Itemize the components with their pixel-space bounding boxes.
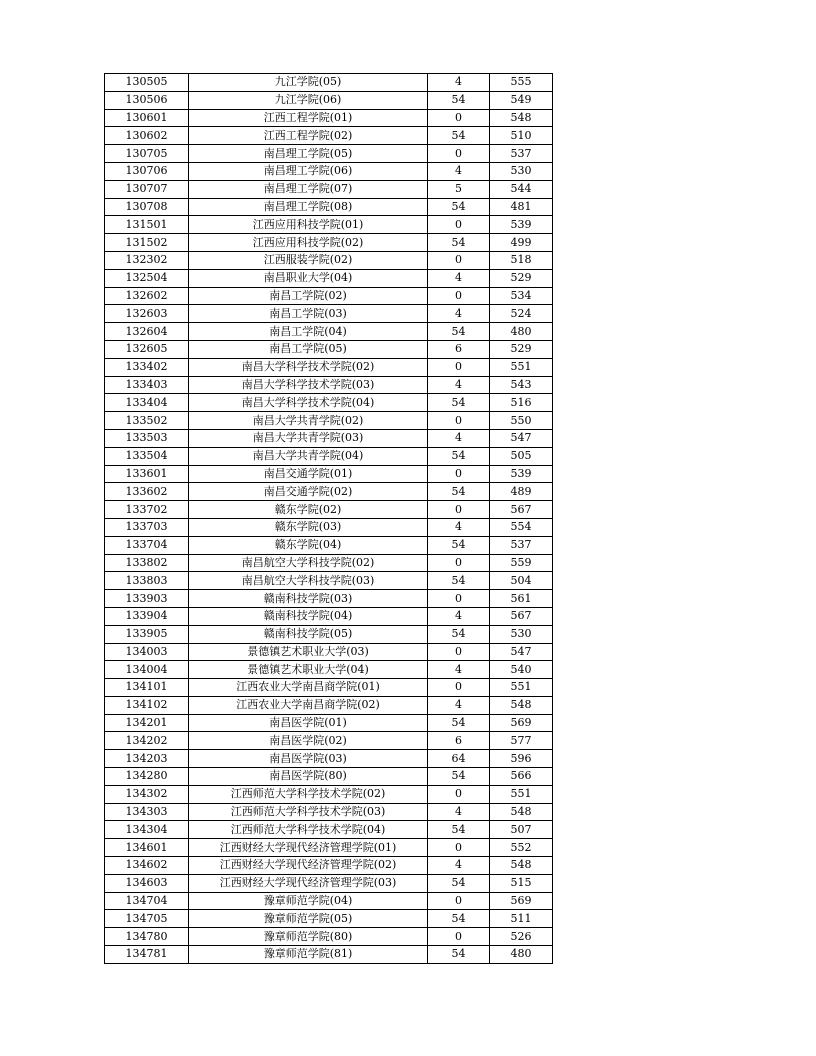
table-row	[105, 928, 553, 946]
institution-name-cell: 南昌理工学院(06)	[189, 162, 428, 180]
institution-name-cell: 南昌交通学院(01)	[189, 465, 428, 483]
plan-count-cell: 54	[428, 714, 490, 732]
table-row	[105, 679, 553, 697]
table-row	[105, 447, 553, 465]
min-score-cell: 551	[490, 785, 553, 803]
min-score-cell: 569	[490, 892, 553, 910]
institution-code-cell: 130602	[105, 127, 189, 145]
table-row	[105, 696, 553, 714]
institution-code-cell: 134280	[105, 768, 189, 786]
table-row	[105, 376, 553, 394]
plan-count-cell: 54	[428, 821, 490, 839]
plan-count-cell: 0	[428, 679, 490, 697]
min-score-cell: 548	[490, 696, 553, 714]
institution-name-cell: 南昌工学院(02)	[189, 287, 428, 305]
institution-code-cell: 134004	[105, 661, 189, 679]
institution-name-cell: 赣东学院(04)	[189, 536, 428, 554]
table-row	[105, 358, 553, 376]
min-score-cell: 544	[490, 180, 553, 198]
plan-count-cell: 0	[428, 251, 490, 269]
institution-name-cell: 南昌理工学院(08)	[189, 198, 428, 216]
plan-count-cell: 0	[428, 643, 490, 661]
plan-count-cell: 54	[428, 910, 490, 928]
institution-code-cell: 134304	[105, 821, 189, 839]
min-score-cell: 529	[490, 340, 553, 358]
institution-code-cell: 134102	[105, 696, 189, 714]
table-row	[105, 340, 553, 358]
institution-code-cell: 133802	[105, 554, 189, 572]
institution-code-cell: 134704	[105, 892, 189, 910]
institution-code-cell: 133503	[105, 429, 189, 447]
institution-name-cell: 江西工程学院(02)	[189, 127, 428, 145]
plan-count-cell: 0	[428, 109, 490, 127]
table-row	[105, 127, 553, 145]
table-row	[105, 162, 553, 180]
table-row	[105, 750, 553, 768]
institution-name-cell: 江西财经大学现代经济管理学院(03)	[189, 874, 428, 892]
institution-name-cell: 江西应用科技学院(01)	[189, 216, 428, 234]
plan-count-cell: 54	[428, 625, 490, 643]
table-row	[105, 394, 553, 412]
institution-name-cell: 江西农业大学南昌商学院(01)	[189, 679, 428, 697]
table-row	[105, 590, 553, 608]
institution-name-cell: 南昌航空大学科技学院(03)	[189, 572, 428, 590]
min-score-cell: 510	[490, 127, 553, 145]
min-score-cell: 537	[490, 536, 553, 554]
min-score-cell: 499	[490, 234, 553, 252]
institution-code-cell: 133404	[105, 394, 189, 412]
min-score-cell: 549	[490, 91, 553, 109]
min-score-cell: 577	[490, 732, 553, 750]
min-score-cell: 524	[490, 305, 553, 323]
institution-code-cell: 132603	[105, 305, 189, 323]
table-row	[105, 305, 553, 323]
plan-count-cell: 64	[428, 750, 490, 768]
plan-count-cell: 0	[428, 892, 490, 910]
table-row	[105, 251, 553, 269]
institution-code-cell: 133703	[105, 518, 189, 536]
plan-count-cell: 0	[428, 216, 490, 234]
min-score-cell: 554	[490, 518, 553, 536]
plan-count-cell: 0	[428, 358, 490, 376]
plan-count-cell: 0	[428, 501, 490, 519]
plan-count-cell: 4	[428, 74, 490, 92]
institution-name-cell: 江西师范大学科学技术学院(02)	[189, 785, 428, 803]
table-row	[105, 892, 553, 910]
institution-code-cell: 130506	[105, 91, 189, 109]
institution-code-cell: 134781	[105, 946, 189, 964]
plan-count-cell: 4	[428, 803, 490, 821]
min-score-cell: 561	[490, 590, 553, 608]
plan-count-cell: 4	[428, 518, 490, 536]
min-score-cell: 489	[490, 483, 553, 501]
institution-code-cell: 134203	[105, 750, 189, 768]
min-score-cell: 530	[490, 162, 553, 180]
plan-count-cell: 54	[428, 483, 490, 501]
institution-code-cell: 131501	[105, 216, 189, 234]
table-row	[105, 74, 553, 92]
institution-name-cell: 南昌交通学院(02)	[189, 483, 428, 501]
institution-code-cell: 133702	[105, 501, 189, 519]
table-row	[105, 625, 553, 643]
table-row	[105, 607, 553, 625]
institution-name-cell: 豫章师范学院(80)	[189, 928, 428, 946]
plan-count-cell: 4	[428, 696, 490, 714]
institution-name-cell: 赣南科技学院(03)	[189, 590, 428, 608]
institution-name-cell: 南昌工学院(03)	[189, 305, 428, 323]
institution-name-cell: 赣东学院(02)	[189, 501, 428, 519]
table-row	[105, 714, 553, 732]
min-score-cell: 515	[490, 874, 553, 892]
plan-count-cell: 0	[428, 554, 490, 572]
institution-code-cell: 134003	[105, 643, 189, 661]
min-score-cell: 547	[490, 643, 553, 661]
min-score-cell: 559	[490, 554, 553, 572]
institution-code-cell: 134780	[105, 928, 189, 946]
institution-name-cell: 江西财经大学现代经济管理学院(01)	[189, 839, 428, 857]
admission-score-table	[104, 73, 553, 964]
institution-name-cell: 景德镇艺术职业大学(03)	[189, 643, 428, 661]
table-row	[105, 234, 553, 252]
min-score-cell: 507	[490, 821, 553, 839]
plan-count-cell: 54	[428, 447, 490, 465]
table-row	[105, 910, 553, 928]
institution-code-cell: 133704	[105, 536, 189, 554]
table-row	[105, 946, 553, 964]
institution-name-cell: 南昌大学共青学院(03)	[189, 429, 428, 447]
min-score-cell: 534	[490, 287, 553, 305]
plan-count-cell: 54	[428, 198, 490, 216]
table-row	[105, 429, 553, 447]
table-row	[105, 465, 553, 483]
institution-code-cell: 133402	[105, 358, 189, 376]
institution-name-cell: 南昌工学院(04)	[189, 323, 428, 341]
min-score-cell: 516	[490, 394, 553, 412]
institution-code-cell: 134705	[105, 910, 189, 928]
institution-name-cell: 九江学院(06)	[189, 91, 428, 109]
table-row	[105, 269, 553, 287]
institution-name-cell: 南昌职业大学(04)	[189, 269, 428, 287]
institution-name-cell: 南昌医学院(02)	[189, 732, 428, 750]
table-row	[105, 768, 553, 786]
institution-code-cell: 132604	[105, 323, 189, 341]
institution-name-cell: 南昌大学科学技术学院(03)	[189, 376, 428, 394]
plan-count-cell: 4	[428, 857, 490, 875]
min-score-cell: 504	[490, 572, 553, 590]
table-row	[105, 821, 553, 839]
institution-code-cell: 133803	[105, 572, 189, 590]
table-row	[105, 536, 553, 554]
plan-count-cell: 5	[428, 180, 490, 198]
institution-code-cell: 133403	[105, 376, 189, 394]
plan-count-cell: 54	[428, 91, 490, 109]
institution-code-cell: 132602	[105, 287, 189, 305]
institution-name-cell: 江西农业大学南昌商学院(02)	[189, 696, 428, 714]
plan-count-cell: 6	[428, 340, 490, 358]
institution-name-cell: 南昌大学共青学院(02)	[189, 412, 428, 430]
institution-code-cell: 132302	[105, 251, 189, 269]
table-row	[105, 145, 553, 163]
table-row	[105, 803, 553, 821]
table-row	[105, 323, 553, 341]
institution-name-cell: 南昌大学共青学院(04)	[189, 447, 428, 465]
plan-count-cell: 0	[428, 785, 490, 803]
institution-code-cell: 133904	[105, 607, 189, 625]
plan-count-cell: 0	[428, 465, 490, 483]
min-score-cell: 539	[490, 216, 553, 234]
institution-code-cell: 133601	[105, 465, 189, 483]
min-score-cell: 505	[490, 447, 553, 465]
plan-count-cell: 0	[428, 145, 490, 163]
table-row	[105, 874, 553, 892]
plan-count-cell: 54	[428, 874, 490, 892]
min-score-cell: 548	[490, 803, 553, 821]
plan-count-cell: 0	[428, 287, 490, 305]
plan-count-cell: 0	[428, 928, 490, 946]
plan-count-cell: 4	[428, 429, 490, 447]
plan-count-cell: 4	[428, 661, 490, 679]
table-row	[105, 412, 553, 430]
institution-name-cell: 景德镇艺术职业大学(04)	[189, 661, 428, 679]
plan-count-cell: 54	[428, 536, 490, 554]
institution-name-cell: 南昌医学院(80)	[189, 768, 428, 786]
plan-count-cell: 54	[428, 323, 490, 341]
table-row	[105, 287, 553, 305]
table-row	[105, 572, 553, 590]
min-score-cell: 551	[490, 358, 553, 376]
min-score-cell: 552	[490, 839, 553, 857]
plan-count-cell: 4	[428, 269, 490, 287]
institution-code-cell: 130705	[105, 145, 189, 163]
institution-name-cell: 南昌医学院(01)	[189, 714, 428, 732]
min-score-cell: 480	[490, 323, 553, 341]
institution-code-cell: 133502	[105, 412, 189, 430]
institution-code-cell: 134303	[105, 803, 189, 821]
institution-name-cell: 豫章师范学院(04)	[189, 892, 428, 910]
plan-count-cell: 54	[428, 946, 490, 964]
institution-name-cell: 江西财经大学现代经济管理学院(02)	[189, 857, 428, 875]
min-score-cell: 518	[490, 251, 553, 269]
institution-name-cell: 南昌大学科学技术学院(04)	[189, 394, 428, 412]
min-score-cell: 555	[490, 74, 553, 92]
institution-code-cell: 134201	[105, 714, 189, 732]
institution-code-cell: 133602	[105, 483, 189, 501]
plan-count-cell: 54	[428, 572, 490, 590]
table-row	[105, 518, 553, 536]
institution-code-cell: 134602	[105, 857, 189, 875]
institution-code-cell: 133903	[105, 590, 189, 608]
min-score-cell: 567	[490, 501, 553, 519]
plan-count-cell: 54	[428, 234, 490, 252]
institution-name-cell: 九江学院(05)	[189, 74, 428, 92]
table-row	[105, 198, 553, 216]
plan-count-cell: 6	[428, 732, 490, 750]
institution-code-cell: 131502	[105, 234, 189, 252]
institution-name-cell: 南昌航空大学科技学院(02)	[189, 554, 428, 572]
min-score-cell: 511	[490, 910, 553, 928]
min-score-cell: 569	[490, 714, 553, 732]
institution-code-cell: 134101	[105, 679, 189, 697]
institution-code-cell: 134302	[105, 785, 189, 803]
min-score-cell: 550	[490, 412, 553, 430]
institution-code-cell: 132605	[105, 340, 189, 358]
table-row	[105, 180, 553, 198]
table-row	[105, 732, 553, 750]
plan-count-cell: 54	[428, 768, 490, 786]
min-score-cell: 543	[490, 376, 553, 394]
table-row	[105, 91, 553, 109]
min-score-cell: 566	[490, 768, 553, 786]
table-row	[105, 643, 553, 661]
institution-code-cell: 130505	[105, 74, 189, 92]
min-score-cell: 529	[490, 269, 553, 287]
institution-code-cell: 134601	[105, 839, 189, 857]
plan-count-cell: 4	[428, 376, 490, 394]
min-score-cell: 526	[490, 928, 553, 946]
min-score-cell: 537	[490, 145, 553, 163]
plan-count-cell: 0	[428, 412, 490, 430]
plan-count-cell: 54	[428, 127, 490, 145]
institution-name-cell: 江西工程学院(01)	[189, 109, 428, 127]
table-row	[105, 554, 553, 572]
institution-code-cell: 130708	[105, 198, 189, 216]
table-row	[105, 857, 553, 875]
min-score-cell: 539	[490, 465, 553, 483]
institution-name-cell: 赣南科技学院(04)	[189, 607, 428, 625]
min-score-cell: 547	[490, 429, 553, 447]
min-score-cell: 548	[490, 857, 553, 875]
institution-code-cell: 133905	[105, 625, 189, 643]
institution-code-cell: 134603	[105, 874, 189, 892]
plan-count-cell: 4	[428, 305, 490, 323]
institution-code-cell: 130601	[105, 109, 189, 127]
table-row	[105, 483, 553, 501]
min-score-cell: 548	[490, 109, 553, 127]
table-body	[105, 74, 553, 964]
min-score-cell: 567	[490, 607, 553, 625]
institution-code-cell: 133504	[105, 447, 189, 465]
institution-name-cell: 南昌医学院(03)	[189, 750, 428, 768]
table-row	[105, 785, 553, 803]
table-row	[105, 109, 553, 127]
institution-name-cell: 南昌工学院(05)	[189, 340, 428, 358]
institution-name-cell: 南昌大学科学技术学院(02)	[189, 358, 428, 376]
institution-name-cell: 赣东学院(03)	[189, 518, 428, 536]
institution-name-cell: 南昌理工学院(05)	[189, 145, 428, 163]
table-row	[105, 661, 553, 679]
min-score-cell: 530	[490, 625, 553, 643]
plan-count-cell: 4	[428, 162, 490, 180]
min-score-cell: 480	[490, 946, 553, 964]
table-row	[105, 216, 553, 234]
institution-name-cell: 江西师范大学科学技术学院(04)	[189, 821, 428, 839]
plan-count-cell: 54	[428, 394, 490, 412]
institution-name-cell: 赣南科技学院(05)	[189, 625, 428, 643]
min-score-cell: 596	[490, 750, 553, 768]
institution-code-cell: 132504	[105, 269, 189, 287]
plan-count-cell: 4	[428, 607, 490, 625]
plan-count-cell: 0	[428, 590, 490, 608]
institution-name-cell: 南昌理工学院(07)	[189, 180, 428, 198]
institution-name-cell: 江西服装学院(02)	[189, 251, 428, 269]
institution-code-cell: 134202	[105, 732, 189, 750]
plan-count-cell: 0	[428, 839, 490, 857]
institution-code-cell: 130706	[105, 162, 189, 180]
table-row	[105, 839, 553, 857]
min-score-cell: 540	[490, 661, 553, 679]
min-score-cell: 551	[490, 679, 553, 697]
institution-name-cell: 江西师范大学科学技术学院(03)	[189, 803, 428, 821]
institution-code-cell: 130707	[105, 180, 189, 198]
table-row	[105, 501, 553, 519]
institution-name-cell: 豫章师范学院(81)	[189, 946, 428, 964]
institution-name-cell: 豫章师范学院(05)	[189, 910, 428, 928]
min-score-cell: 481	[490, 198, 553, 216]
institution-name-cell: 江西应用科技学院(02)	[189, 234, 428, 252]
